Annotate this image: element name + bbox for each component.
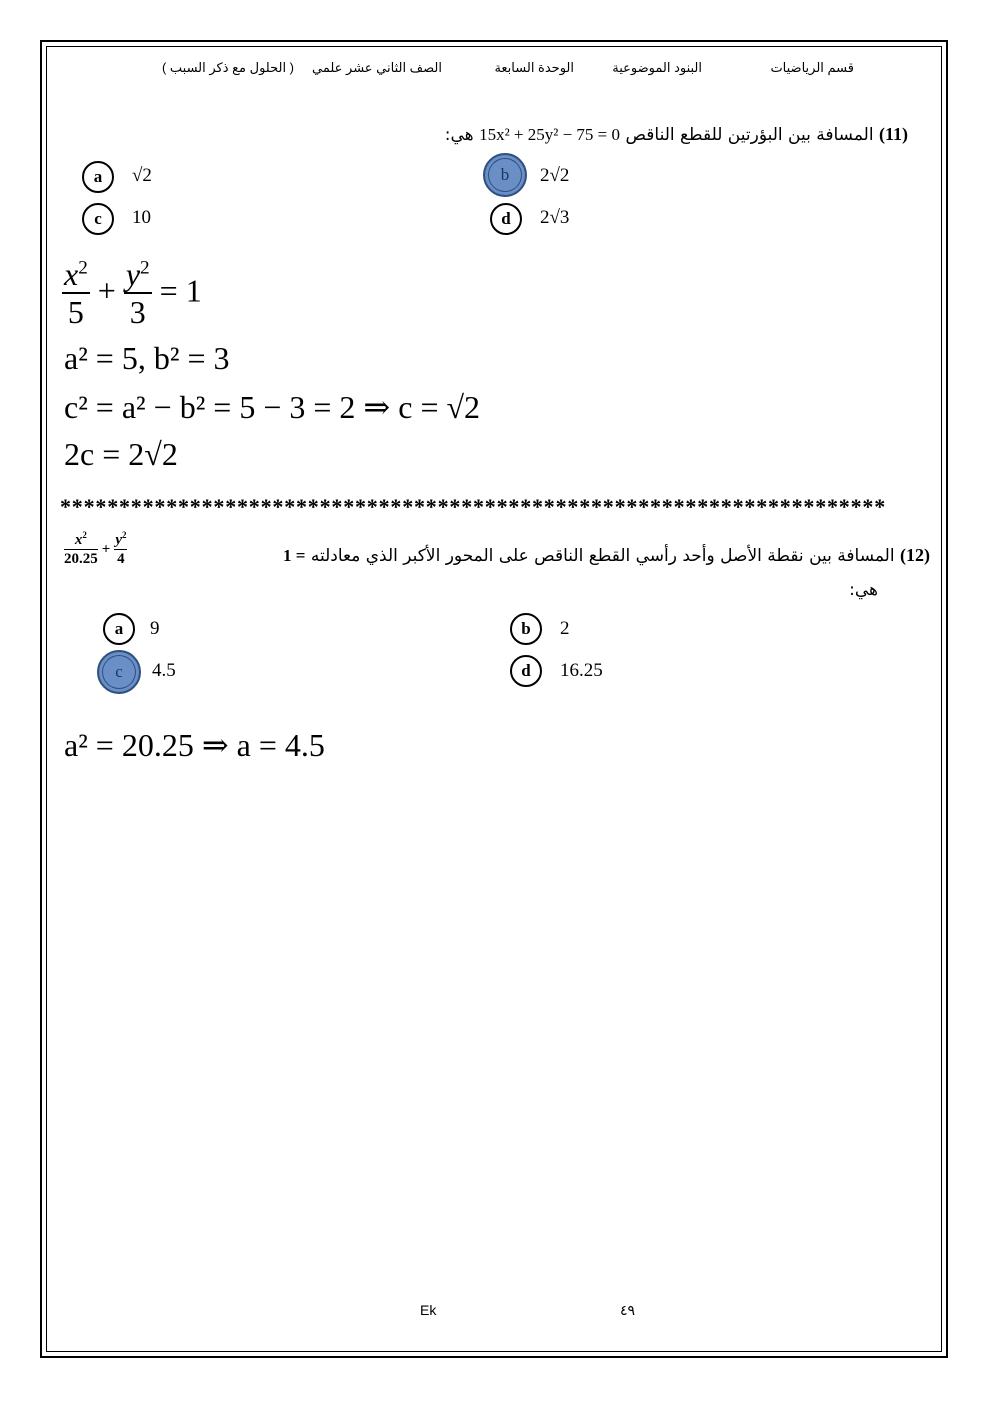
header-department: قسم الرياضيات [770, 60, 854, 75]
q12-option-d-value: 16.25 [560, 660, 603, 681]
q12-suffix: هي: [849, 580, 878, 600]
header-grade: الصف الثاني عشر علمي [312, 60, 442, 75]
q11-question [445, 124, 908, 145]
q11-solution-line4: 2c = 2√2 [64, 436, 178, 472]
separator-stars: ********************************************************************** [60, 494, 886, 519]
q11-option-c-key: c [94, 209, 102, 228]
q12-option-d[interactable] [510, 655, 542, 687]
q12-option-b[interactable] [510, 613, 542, 645]
q12-option-b-value: 2 [560, 618, 570, 639]
header-section: البنود الموضوعية [612, 60, 702, 75]
q12-number: (12) [900, 545, 930, 565]
footer-left: Ek [420, 1302, 437, 1318]
footer-page-number: ٤٩ [620, 1302, 636, 1318]
page-border-inner [46, 46, 942, 1352]
q11-equation: 15x² + 25y² − 75 = 0 [479, 125, 621, 144]
q11-solution-line3: c² = a² − b² = 5 − 3 = 2 ⇒ c = √2 [64, 389, 481, 425]
q11-option-b-key: b [500, 165, 510, 184]
q12-option-a[interactable] [103, 613, 135, 645]
q11-option-c[interactable] [82, 203, 114, 235]
q11-solution-line1: $\frac{x^2}{5}$ + $\frac{y^2}{3}$ = 1 [64, 256, 202, 330]
q12-text: المسافة بين نقطة الأصل وأحد رأسي القطع الناقص على المحور الأكبر الذي معادلته [310, 546, 895, 566]
q12-option-d-key: d [521, 661, 531, 680]
q11-suffix: هي: [444, 125, 474, 145]
q11-option-c-value: 10 [132, 207, 151, 228]
q11-text: المسافة بين البؤرتين للقطع الناقص [625, 125, 874, 145]
q11-option-d[interactable] [490, 203, 522, 235]
header-unit: الوحدة السابعة [494, 60, 574, 75]
q11-option-a-key: a [93, 167, 103, 186]
q12-question: (12) المسافة بين نقطة الأصل وأحد رأسي القطع الناقص على المحور الأكبر الذي معادلته 1 = [283, 545, 930, 566]
q11-number: (11) [878, 124, 908, 144]
q12-solution-line1: a² = 20.25 ⇒ a = 4.5 [64, 727, 325, 763]
q12-equation: $\frac{x^2}{20.25}$ + $\frac{y^2}{4}$ [64, 530, 127, 567]
header-note: ( الحلول مع ذكر السبب ) [161, 60, 294, 75]
q11-option-a[interactable] [82, 161, 114, 193]
q12-option-c-value: 4.5 [152, 660, 176, 681]
q11-option-a-value: √2 [132, 165, 152, 186]
q11-option-b-value: 2√2 [540, 165, 570, 186]
q12-option-b-key: b [521, 619, 531, 638]
q12-option-a-key: a [114, 619, 124, 638]
q11-option-d-value: 2√3 [540, 207, 570, 228]
q11-option-d-key: d [501, 209, 511, 228]
q11-option-b[interactable] [483, 153, 527, 197]
q12-option-c[interactable] [97, 650, 141, 694]
q12-option-c-key: c [115, 662, 123, 681]
q11-solution-line2: a² = 5, b² = 3 [64, 340, 230, 376]
q12-option-a-value: 9 [150, 618, 160, 639]
